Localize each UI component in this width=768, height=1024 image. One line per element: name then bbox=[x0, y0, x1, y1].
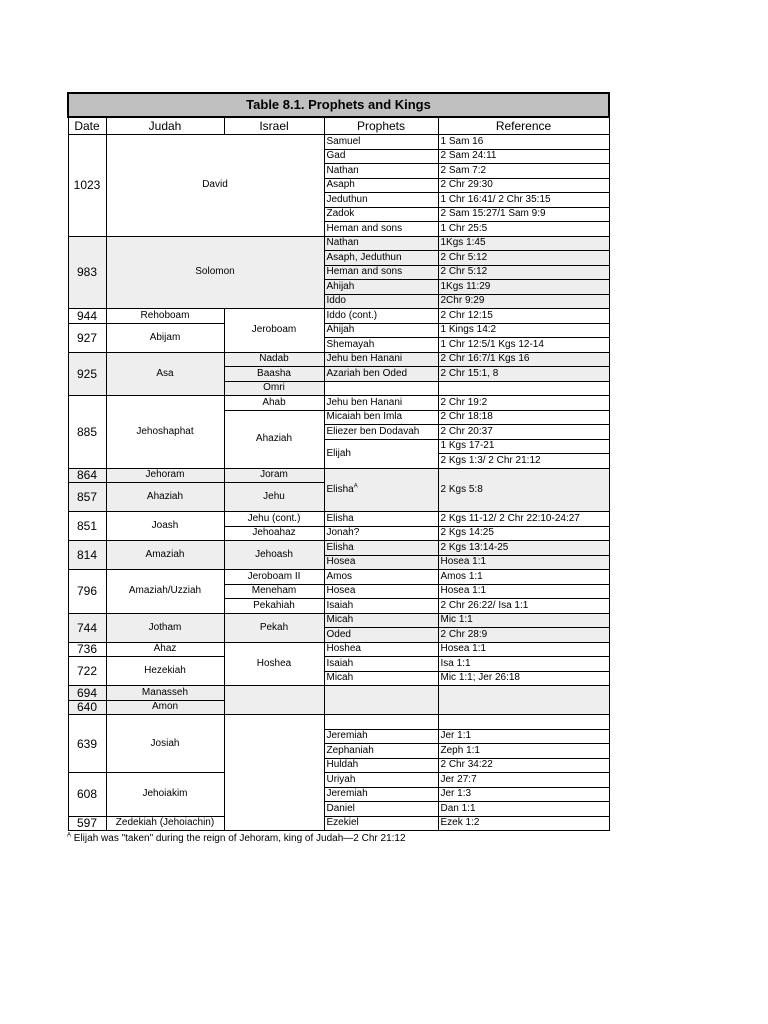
prophet-cell: Uriyah bbox=[324, 773, 438, 788]
table-row bbox=[68, 613, 609, 628]
table-row bbox=[68, 657, 609, 672]
israel-king-cell: Meneham bbox=[224, 584, 324, 599]
reference-cell: 1 Kings 14:2 bbox=[438, 323, 609, 338]
table-row bbox=[68, 323, 609, 338]
king-cell: Ahaziah bbox=[106, 483, 224, 512]
reference-cell: 1 Chr 25:5 bbox=[438, 222, 609, 237]
date-cell: 736 bbox=[68, 642, 106, 657]
table-row bbox=[68, 642, 609, 657]
date-cell: 851 bbox=[68, 512, 106, 541]
col-header-prophets: Prophets bbox=[324, 117, 438, 135]
prophet-cell: Hoshea bbox=[324, 642, 438, 657]
footnote-marker: A bbox=[353, 483, 358, 490]
reference-cell: Hosea 1:1 bbox=[438, 642, 609, 657]
prophet-cell: Ezekiel bbox=[324, 816, 438, 831]
col-header-judah: Judah bbox=[106, 117, 224, 135]
reference-cell: 2 Chr 12:15 bbox=[438, 309, 609, 324]
reference-cell: Zeph 1:1 bbox=[438, 744, 609, 759]
israel-king-cell bbox=[224, 715, 324, 831]
reference-cell: 1 Chr 12:5/1 Kgs 12-14 bbox=[438, 338, 609, 353]
king-cell: Hezekiah bbox=[106, 657, 224, 686]
king-cell: Ahaz bbox=[106, 642, 224, 657]
israel-king-cell: Ahab bbox=[224, 396, 324, 411]
prophet-cell: Gad bbox=[324, 149, 438, 164]
prophet-cell: Elisha bbox=[324, 512, 438, 527]
reference-cell: 2 Chr 18:18 bbox=[438, 410, 609, 425]
reference-cell: Hosea 1:1 bbox=[438, 584, 609, 599]
prophet-cell: Jeremiah bbox=[324, 787, 438, 802]
date-cell: 722 bbox=[68, 657, 106, 686]
date-cell: 885 bbox=[68, 396, 106, 469]
king-cell: Asa bbox=[106, 352, 224, 396]
table-row bbox=[68, 686, 609, 701]
table-row bbox=[68, 570, 609, 585]
col-header-israel: Israel bbox=[224, 117, 324, 135]
israel-king-cell: Baasha bbox=[224, 367, 324, 382]
reference-cell: 2 Chr 34:22 bbox=[438, 758, 609, 773]
reference-cell bbox=[438, 381, 609, 396]
table-row bbox=[68, 512, 609, 527]
prophet-cell: Hosea bbox=[324, 555, 438, 570]
israel-king-cell: Jeroboam bbox=[224, 309, 324, 353]
israel-king-cell: Jehu (cont.) bbox=[224, 512, 324, 527]
footnote-marker: A bbox=[67, 832, 72, 839]
reference-cell: 2 Kgs 13:14-25 bbox=[438, 541, 609, 556]
date-cell: 927 bbox=[68, 323, 106, 352]
king-cell: Rehoboam bbox=[106, 309, 224, 324]
king-cell: Jehoiakim bbox=[106, 773, 224, 817]
israel-king-cell: Jeroboam II bbox=[224, 570, 324, 585]
king-cell: Josiah bbox=[106, 715, 224, 773]
date-cell: 1023 bbox=[68, 135, 106, 237]
prophet-cell: Zephaniah bbox=[324, 744, 438, 759]
date-cell: 814 bbox=[68, 541, 106, 570]
prophet-cell: Micah bbox=[324, 613, 438, 628]
israel-king-cell: Pekah bbox=[224, 613, 324, 642]
prophet-cell: Eliezer ben Dodavah bbox=[324, 425, 438, 440]
king-cell: Amon bbox=[106, 700, 224, 715]
table-row bbox=[68, 309, 609, 324]
date-cell: 608 bbox=[68, 773, 106, 817]
reference-cell: Amos 1:1 bbox=[438, 570, 609, 585]
reference-cell: 2 Sam 24:11 bbox=[438, 149, 609, 164]
king-cell: Solomon bbox=[106, 236, 324, 309]
israel-king-cell: Omri bbox=[224, 381, 324, 396]
prophet-cell: Asaph, Jeduthun bbox=[324, 251, 438, 266]
king-cell: Jehoram bbox=[106, 468, 224, 483]
reference-cell: Ezek 1:2 bbox=[438, 816, 609, 831]
table-row bbox=[68, 135, 609, 150]
reference-cell: Dan 1:1 bbox=[438, 802, 609, 817]
prophet-cell: Micaiah ben Imla bbox=[324, 410, 438, 425]
table-row bbox=[68, 816, 609, 831]
prophet-cell: Zadok bbox=[324, 207, 438, 222]
reference-cell: 2Chr 9:29 bbox=[438, 294, 609, 309]
prophet-cell: Daniel bbox=[324, 802, 438, 817]
reference-cell: 2 Chr 5:12 bbox=[438, 265, 609, 280]
footnote-text: Elijah was "taken" during the reign of Jehoram, king of Judah—2 Chr 21:12 bbox=[71, 833, 406, 844]
prophet-cell: Huldah bbox=[324, 758, 438, 773]
prophet-cell: Iddo (cont.) bbox=[324, 309, 438, 324]
king-cell: Jehoshaphat bbox=[106, 396, 224, 469]
king-cell: Amaziah/Uzziah bbox=[106, 570, 224, 614]
date-cell: 864 bbox=[68, 468, 106, 483]
israel-king-cell: Jehoash bbox=[224, 541, 324, 570]
date-cell: 640 bbox=[68, 700, 106, 715]
prophet-cell: Jonah? bbox=[324, 526, 438, 541]
israel-king-cell: Jehoahaz bbox=[224, 526, 324, 541]
king-cell: Jotham bbox=[106, 613, 224, 642]
israel-king-cell: Nadab bbox=[224, 352, 324, 367]
prophets-kings-table bbox=[67, 92, 610, 831]
reference-cell bbox=[438, 715, 609, 730]
israel-king-cell: Ahaziah bbox=[224, 410, 324, 468]
reference-cell bbox=[438, 686, 609, 715]
reference-cell: 2 Chr 26:22/ Isa 1:1 bbox=[438, 599, 609, 614]
col-header-reference: Reference bbox=[438, 117, 609, 135]
footnote bbox=[67, 833, 608, 845]
table-row bbox=[68, 773, 609, 788]
reference-cell: 2 Sam 15:27/1 Sam 9:9 bbox=[438, 207, 609, 222]
reference-cell: Isa 1:1 bbox=[438, 657, 609, 672]
prophet-cell: Jehu ben Hanani bbox=[324, 396, 438, 411]
reference-cell: 2 Kgs 14:25 bbox=[438, 526, 609, 541]
date-cell: 639 bbox=[68, 715, 106, 773]
prophet-cell: Iddo bbox=[324, 294, 438, 309]
king-cell: David bbox=[106, 135, 324, 237]
prophet-cell: Jeremiah bbox=[324, 729, 438, 744]
prophet-cell: Micah bbox=[324, 671, 438, 686]
king-cell: Zedekiah (Jehoiachin) bbox=[106, 816, 224, 831]
prophet-cell: Jeduthun bbox=[324, 193, 438, 208]
israel-king-cell: Jehu bbox=[224, 483, 324, 512]
prophet-cell: Shemayah bbox=[324, 338, 438, 353]
reference-cell: Hosea 1:1 bbox=[438, 555, 609, 570]
date-cell: 983 bbox=[68, 236, 106, 309]
header-row bbox=[68, 117, 609, 135]
date-cell: 857 bbox=[68, 483, 106, 512]
reference-cell: Mic 1:1; Jer 26:18 bbox=[438, 671, 609, 686]
date-cell: 597 bbox=[68, 816, 106, 831]
prophet-cell: Ahijah bbox=[324, 280, 438, 295]
prophet-cell: Isaiah bbox=[324, 599, 438, 614]
prophet-cell bbox=[324, 381, 438, 396]
reference-cell: 2 Sam 7:2 bbox=[438, 164, 609, 179]
king-cell: Abijam bbox=[106, 323, 224, 352]
prophet-cell: Nathan bbox=[324, 164, 438, 179]
date-cell: 925 bbox=[68, 352, 106, 396]
reference-cell: 1 Sam 16 bbox=[438, 135, 609, 150]
reference-cell: 2 Chr 28:9 bbox=[438, 628, 609, 643]
reference-cell: 1 Kgs 17-21 bbox=[438, 439, 609, 454]
prophet-cell: Amos bbox=[324, 570, 438, 585]
israel-king-cell: Hoshea bbox=[224, 642, 324, 686]
israel-king-cell bbox=[224, 686, 324, 715]
reference-cell: 1Kgs 1:45 bbox=[438, 236, 609, 251]
prophet-cell: Elijah bbox=[324, 439, 438, 468]
prophet-cell: Ahijah bbox=[324, 323, 438, 338]
prophet-cell bbox=[324, 686, 438, 715]
prophet-cell: Heman and sons bbox=[324, 222, 438, 237]
reference-cell: 2 Kgs 11-12/ 2 Chr 22:10-24:27 bbox=[438, 512, 609, 527]
reference-cell: 2 Chr 16:7/1 Kgs 16 bbox=[438, 352, 609, 367]
col-header-date: Date bbox=[68, 117, 106, 135]
prophet-cell: Elisha bbox=[324, 541, 438, 556]
reference-cell: 2 Chr 5:12 bbox=[438, 251, 609, 266]
king-cell: Joash bbox=[106, 512, 224, 541]
table-title: Table 8.1. Prophets and Kings bbox=[68, 93, 609, 117]
table-row bbox=[68, 396, 609, 411]
table-row bbox=[68, 468, 609, 483]
prophet-cell bbox=[324, 715, 438, 730]
reference-cell: 2 Kgs 1:3/ 2 Chr 21:12 bbox=[438, 454, 609, 469]
prophet-cell: Azariah ben Oded bbox=[324, 367, 438, 382]
israel-king-cell: Pekahiah bbox=[224, 599, 324, 614]
prophet-cell: Heman and sons bbox=[324, 265, 438, 280]
prophet-cell: Samuel bbox=[324, 135, 438, 150]
prophet-cell: Jehu ben Hanani bbox=[324, 352, 438, 367]
date-cell: 694 bbox=[68, 686, 106, 701]
reference-cell: 2 Kgs 5:8 bbox=[438, 468, 609, 512]
reference-cell: Mic 1:1 bbox=[438, 613, 609, 628]
date-cell: 744 bbox=[68, 613, 106, 642]
date-cell: 944 bbox=[68, 309, 106, 324]
prophet-cell: Oded bbox=[324, 628, 438, 643]
reference-cell: 2 Chr 15:1, 8 bbox=[438, 367, 609, 382]
table-row bbox=[68, 715, 609, 730]
date-cell: 796 bbox=[68, 570, 106, 614]
israel-king-cell: Joram bbox=[224, 468, 324, 483]
reference-cell: Jer 27:7 bbox=[438, 773, 609, 788]
table-row bbox=[68, 541, 609, 556]
reference-cell: 2 Chr 29:30 bbox=[438, 178, 609, 193]
king-cell: Manasseh bbox=[106, 686, 224, 701]
prophet-cell bbox=[324, 468, 438, 512]
reference-cell: Jer 1:3 bbox=[438, 787, 609, 802]
document-page bbox=[67, 92, 608, 845]
prophet-cell: Isaiah bbox=[324, 657, 438, 672]
prophet-cell: Nathan bbox=[324, 236, 438, 251]
prophet-cell: Hosea bbox=[324, 584, 438, 599]
table-row bbox=[68, 236, 609, 251]
reference-cell: Jer 1:1 bbox=[438, 729, 609, 744]
reference-cell: 1 Chr 16:41/ 2 Chr 35:15 bbox=[438, 193, 609, 208]
prophet-name: Elisha bbox=[326, 483, 354, 495]
king-cell: Amaziah bbox=[106, 541, 224, 570]
table-row bbox=[68, 352, 609, 367]
reference-cell: 2 Chr 19:2 bbox=[438, 396, 609, 411]
prophet-cell: Asaph bbox=[324, 178, 438, 193]
reference-cell: 1Kgs 11:29 bbox=[438, 280, 609, 295]
reference-cell: 2 Chr 20:37 bbox=[438, 425, 609, 440]
